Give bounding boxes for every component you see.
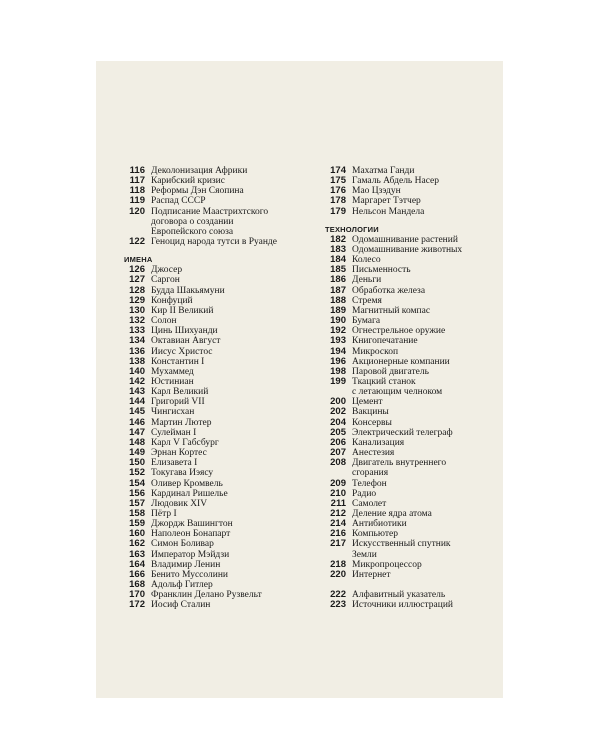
entry-title: Сулейман I (151, 427, 197, 438)
entry-title: Анестезия (352, 448, 395, 459)
toc-entry (124, 499, 319, 509)
page-number: 130 (129, 304, 145, 316)
toc-entry (325, 336, 505, 346)
toc-entry (124, 326, 319, 336)
page-number: 127 (129, 274, 145, 286)
page-number: 143 (129, 386, 145, 398)
toc-entry (325, 207, 505, 217)
toc-entry (124, 418, 319, 428)
entry-title: Конфуций (151, 295, 193, 306)
toc-entry (325, 509, 505, 519)
page-number: 148 (129, 436, 145, 448)
page-number: 216 (330, 528, 346, 540)
page-number: 192 (330, 325, 346, 337)
toc-entry (124, 448, 319, 458)
entry-title: Бенито Муссолини (151, 569, 229, 580)
toc-entry (325, 590, 505, 600)
toc-entry (325, 166, 505, 176)
entry-title: Акционерные компании (352, 356, 450, 367)
page-number: 223 (330, 599, 346, 611)
page-number: 149 (129, 447, 145, 459)
toc-entry (124, 336, 319, 346)
toc-entry (124, 560, 319, 570)
entry-title: Пётр I (151, 509, 177, 519)
contents-list (325, 235, 505, 580)
toc-entry (325, 235, 505, 245)
page-number: 168 (129, 579, 145, 591)
page-number: 208 (330, 457, 346, 469)
page-number: 183 (330, 243, 346, 255)
toc-entry (325, 245, 505, 255)
page-number: 140 (129, 365, 145, 377)
toc-entry (325, 255, 505, 265)
page-number: 204 (330, 416, 346, 428)
page-number: 186 (330, 274, 346, 286)
entry-title: Гамаль Абдель Насер (352, 176, 440, 187)
entry-title: Юстиниан (151, 376, 194, 387)
page-number: 194 (330, 345, 346, 357)
page-number: 217 (330, 538, 346, 550)
toc-entry (124, 458, 319, 468)
page-number: 142 (129, 375, 145, 387)
toc-entry (325, 438, 505, 448)
page-number: 157 (129, 497, 145, 509)
spacer (325, 580, 505, 590)
toc-entry (325, 418, 505, 428)
page-number: 206 (330, 436, 346, 448)
toc-entry (124, 438, 319, 448)
page-number: 172 (129, 599, 145, 611)
entry-title: Компьютер (352, 529, 398, 540)
spacer (325, 217, 505, 221)
page-number: 198 (330, 365, 346, 377)
entry-title: Двигатель внутреннего сгорания (352, 458, 447, 479)
page-number: 209 (330, 477, 346, 489)
toc-entry (124, 265, 319, 275)
toc-entry (124, 186, 319, 196)
toc-entry (325, 519, 505, 529)
toc-entry (325, 479, 505, 489)
entry-title: Кардинал Ришелье (151, 488, 228, 499)
toc-entry (325, 570, 505, 580)
entry-title: Владимир Ленин (151, 559, 221, 570)
toc-entry (325, 489, 505, 499)
entry-title: Мао Цзэдун (352, 186, 401, 197)
toc-entry (124, 397, 319, 407)
contents-list (325, 590, 505, 610)
toc-entry (124, 166, 319, 176)
page-number: 156 (129, 487, 145, 499)
toc-entry (124, 519, 319, 529)
entry-title: Адольф Гитлер (151, 580, 213, 591)
entry-title: Карибский кризис (151, 176, 225, 187)
entry-title: Бумага (352, 316, 381, 327)
right-column (325, 166, 505, 610)
entry-title: Иисус Христос (151, 346, 213, 357)
entry-title: Магнитный компас (352, 305, 431, 316)
toc-entry (325, 347, 505, 357)
entry-title: Саргон (151, 275, 180, 286)
page-number: 150 (129, 457, 145, 469)
toc-entry (325, 397, 505, 407)
page-number: 182 (330, 233, 346, 245)
entry-title: Император Мэйдзи (151, 549, 230, 560)
section-heading-names: ИМЕНА (124, 255, 153, 265)
page-number: 200 (330, 396, 346, 408)
toc-entry (124, 237, 319, 247)
toc-entry (325, 560, 505, 570)
page-number: 184 (330, 254, 346, 266)
entry-title: Джосер (151, 265, 183, 276)
toc-entry (124, 377, 319, 387)
entry-title: Подписание Маастрихтского договора о создании Европейского союза (151, 206, 269, 237)
entry-title: Антибиотики (352, 519, 407, 530)
toc-entry (124, 479, 319, 489)
page-number: 152 (129, 467, 145, 479)
toc-entry (124, 550, 319, 560)
entry-title: Микроскоп (352, 346, 399, 357)
toc-entry (124, 367, 319, 377)
toc-entry (124, 590, 319, 600)
toc-entry (124, 176, 319, 186)
page-number: 119 (129, 195, 145, 207)
entry-title: Обработка железа (352, 285, 426, 296)
page-number: 122 (129, 236, 145, 248)
entry-title: Колесо (352, 255, 381, 266)
toc-entry (124, 275, 319, 285)
toc-entry (325, 600, 505, 610)
page-number: 160 (129, 528, 145, 540)
page-number: 188 (330, 294, 346, 306)
page-number: 146 (129, 416, 145, 428)
toc-entry (124, 316, 319, 326)
page-number: 136 (129, 345, 145, 357)
entry-title: Чингисхан (151, 407, 195, 418)
entry-title: Деколонизация Африки (151, 166, 248, 176)
toc-entry (325, 306, 505, 316)
left-column (124, 166, 319, 611)
toc-entry (124, 286, 319, 296)
toc-entry (124, 347, 319, 357)
page-number: 205 (330, 426, 346, 438)
entry-title: Будда Шакьямуни (151, 285, 225, 296)
entry-title: Огнестрельное оружие (352, 326, 446, 337)
toc-entry (325, 377, 505, 397)
entry-title: Интернет (352, 569, 391, 580)
entry-title: Карл Великий (151, 387, 209, 398)
entry-title: Геноцид народа тутси в Руанде (151, 237, 277, 248)
spacer (124, 247, 319, 251)
entry-title: Одомашнивание животных (352, 244, 463, 255)
toc-entry (325, 196, 505, 206)
page-number: 187 (330, 284, 346, 296)
page-number: 179 (330, 205, 346, 217)
toc-entry (325, 316, 505, 326)
page-number: 174 (330, 165, 346, 176)
page-number: 212 (330, 508, 346, 519)
page-number: 170 (129, 589, 145, 601)
toc-entry (124, 428, 319, 438)
page-number: 162 (129, 538, 145, 550)
page-number: 145 (129, 406, 145, 418)
entry-title: Карл V Габсбург (151, 437, 219, 448)
toc-entry (124, 529, 319, 539)
entry-title: Эрнан Кортес (151, 448, 207, 459)
page-number: 193 (330, 335, 346, 347)
entry-title: Радио (352, 488, 377, 499)
toc-entry (124, 357, 319, 367)
entry-title: Октавиан Август (151, 336, 221, 347)
toc-entry (325, 407, 505, 417)
entry-title: Елизавета I (151, 458, 198, 469)
entry-title: Алфавитный указатель (352, 590, 446, 601)
toc-entry (124, 580, 319, 590)
toc-entry (325, 357, 505, 367)
page-number: 133 (129, 325, 145, 337)
page-number: 202 (330, 406, 346, 418)
entry-title: Реформы Дэн Сяопина (151, 186, 244, 197)
toc-entry (124, 407, 319, 417)
entry-title: Одомашнивание растений (352, 234, 458, 245)
entry-title: Наполеон Бонапарт (151, 529, 231, 540)
page-number: 163 (129, 548, 145, 560)
entry-title: Письменность (352, 265, 411, 276)
toc-entry (325, 529, 505, 539)
toc-entry (325, 296, 505, 306)
page-number: 211 (330, 497, 346, 509)
page-number: 154 (129, 477, 145, 489)
page-number: 190 (330, 315, 346, 327)
entry-title: Токугава Иэясу (151, 468, 214, 479)
page-number: 134 (129, 335, 145, 347)
page-number: 117 (129, 175, 145, 187)
toc-entry (124, 296, 319, 306)
page-number: 159 (129, 518, 145, 530)
page-number: 164 (129, 558, 145, 570)
page-number: 185 (330, 264, 346, 276)
toc-entry (325, 448, 505, 458)
page-number: 132 (129, 315, 145, 327)
entry-title: Вакцины (352, 407, 389, 418)
toc-entry (325, 265, 505, 275)
page-number: 129 (129, 294, 145, 306)
book-page (96, 61, 503, 698)
toc-entry (325, 176, 505, 186)
page-number: 210 (330, 487, 346, 499)
entry-title: Самолет (352, 498, 387, 509)
entry-title: Джордж Вашингтон (151, 519, 233, 530)
toc-entry (124, 600, 319, 610)
entry-title: Телефон (352, 478, 387, 489)
entry-title: Канализация (352, 437, 405, 448)
entry-title: Книгопечатание (352, 336, 418, 347)
page-number: 158 (129, 508, 145, 519)
page-number: 178 (330, 195, 346, 207)
toc-entry (325, 539, 505, 559)
entry-title: Махатма Ганди (352, 166, 415, 176)
page-number: 116 (129, 165, 145, 176)
entry-title: Франклин Делано Рузвельт (151, 590, 262, 601)
page-number: 220 (330, 568, 346, 580)
page-number: 218 (330, 558, 346, 570)
section-heading-technologies: ТЕХНОЛОГИИ (325, 224, 379, 234)
contents-list (325, 166, 505, 217)
page-number: 214 (330, 518, 346, 530)
page-number: 222 (330, 589, 346, 601)
entry-title: Консервы (352, 417, 392, 428)
toc-entry (124, 306, 319, 316)
toc-entry (124, 570, 319, 580)
page-number: 196 (330, 355, 346, 367)
toc-entry (325, 499, 505, 509)
toc-entry (124, 387, 319, 397)
entry-title: Паровой двигатель (352, 366, 429, 377)
contents-list (124, 166, 319, 247)
toc-entry (325, 428, 505, 438)
page-number: 138 (129, 355, 145, 367)
entry-title: Оливер Кромвель (151, 478, 223, 489)
entry-title: Цемент (352, 397, 383, 408)
entry-title: Кир II Великий (151, 305, 214, 316)
toc-entry (325, 458, 505, 478)
toc-entry (325, 186, 505, 196)
entry-title: Стремя (352, 295, 382, 306)
page-number: 199 (330, 375, 346, 387)
page-number: 128 (129, 284, 145, 296)
toc-entry (124, 489, 319, 499)
entry-title: Микропроцессор (352, 559, 422, 570)
entry-title: Григорий VII (151, 397, 205, 408)
entry-title: Деление ядра атома (352, 509, 432, 519)
entry-title: Мартин Лютер (151, 417, 212, 428)
entry-title: Распад СССР (151, 196, 206, 207)
entry-title: Симон Боливар (151, 539, 214, 550)
toc-entry (325, 367, 505, 377)
page-number: 144 (129, 396, 145, 408)
page-number: 189 (330, 304, 346, 316)
toc-entry (325, 326, 505, 336)
entry-title: Иосиф Сталин (151, 600, 211, 611)
toc-entry (124, 509, 319, 519)
entry-title: Искусственный спутник Земли (352, 539, 451, 560)
entry-title: Константин I (151, 356, 205, 367)
entry-title: Ткацкий станок с летающим челноком (352, 376, 443, 398)
toc-entry (124, 539, 319, 549)
entry-title: Нельсон Мандела (352, 206, 425, 217)
page-number: 176 (330, 185, 346, 197)
toc-entry (124, 196, 319, 206)
entry-title: Людовик XIV (151, 498, 208, 509)
contents-list (124, 265, 319, 610)
page-number: 175 (330, 175, 346, 187)
page-number: 147 (129, 426, 145, 438)
entry-title: Мухаммед (151, 366, 194, 377)
page-number: 166 (129, 568, 145, 580)
entry-title: Цинь Шихуанди (151, 326, 218, 337)
toc-entry (124, 468, 319, 478)
page-number: 120 (129, 205, 145, 217)
entry-title: Маргарет Тэтчер (352, 196, 421, 207)
entry-title: Электрический телеграф (352, 427, 453, 438)
toc-entry (124, 207, 319, 237)
page-number: 207 (330, 447, 346, 459)
entry-title: Деньги (352, 275, 382, 286)
toc-entry (325, 275, 505, 285)
entry-title: Источники иллюстраций (352, 600, 453, 611)
toc-entry (325, 286, 505, 296)
page-number: 118 (129, 185, 145, 197)
page-number: 126 (129, 264, 145, 276)
entry-title: Солон (151, 316, 177, 327)
